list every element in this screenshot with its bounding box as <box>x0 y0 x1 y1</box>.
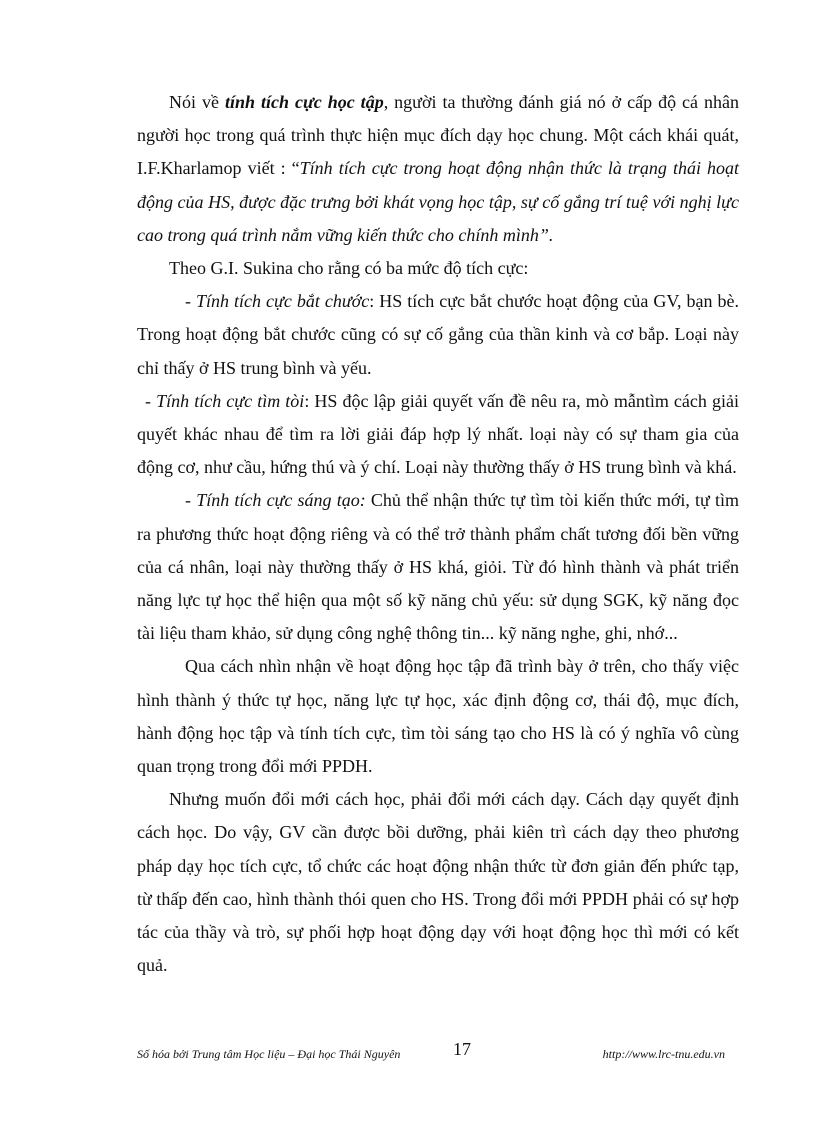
paragraph-4 <box>137 385 739 485</box>
text-run: - <box>185 291 197 312</box>
page-number: 17 <box>453 1039 471 1059</box>
bold-italic-term: tính tích cực học tập <box>224 92 384 112</box>
paragraph-7: Nhưng muốn đổi mới cách học, phải đổi mới cách dạy. Cách dạy quyết định cách học. Do vậy, GV cần được bồi dưỡng, phải kiên trì cách dạy theo phương pháp dạy học tích cực, tổ chức các hoạt động nhận thức từ đơn giản đến phức tạp, từ thấp đến cao, hình thành thói quen cho HS. Trong đổi mới PPDH phải có sự hợp tác của thầy và trò, sự phối hợp hoạt động dạy với hoạt động học thì mới có kết quả. <box>137 789 739 976</box>
italic-quote: Tính tích cực trong hoạt động nhận thức là trạng thái hoạt động của HS, được đặc trưng bởi khát vọng học tập, sự cố gắng trí tuệ với nghị lực cao trong quá trình nắm vững kiến thức cho chính mình”. <box>137 158 739 245</box>
text-run: - <box>185 490 197 511</box>
paragraph-5 <box>137 484 739 650</box>
paragraph-3 <box>137 285 739 385</box>
italic-term: Tính tích cực tìm tòi <box>156 390 305 411</box>
text-run: , người ta thường đánh giá nó ở cấp độ cá nhân người học trong quá trình thực hiện mục đích dạy học chung. Một cách khái quát, I.F.Kharlamop viết : “ <box>137 92 739 179</box>
page-body <box>137 86 739 982</box>
text-run: : HS tích cực bắt chước hoạt động của GV, bạn bè. Trong hoạt động bắt chước cũng có sự cố gắng của thần kinh và cơ bắp. Loại này chỉ thấy ở HS trung bình và yếu. <box>137 291 739 378</box>
paragraph-2: Theo G.I. Sukina cho rằng có ba mức độ tích cực: <box>169 258 529 279</box>
footer-source: Số hóa bởi Trung tâm Học liệu – Đại học Thái Nguyên <box>137 1047 401 1061</box>
italic-term: Tính tích cực sáng tạo: <box>196 490 366 511</box>
text-run: Nói về <box>169 92 225 112</box>
paragraph-1 <box>137 86 739 252</box>
text-run: Chủ thể nhận thức tự tìm tòi kiến thức mới, tự tìm ra phương thức hoạt động riêng và có thể trở thành phẩm chất tương đối bền vững của cá nhân, loại này thường thấy ở HS khá, giỏi. Từ đó hình thành và phát triển năng lực tự học thể hiện qua một số kỹ năng chủ yếu: sử dụng SGK, kỹ năng đọc tài liệu tham khảo, sử dụng công nghệ thông tin... kỹ năng nghe, ghi, nhớ... <box>137 490 739 644</box>
paragraph-6: Qua cách nhìn nhận về hoạt động học tập đã trình bày ở trên, cho thấy việc hình thành ý thức tự học, năng lực tự học, xác định động cơ, thái độ, mục đích, hành động học tập và tính tích cực, tìm tòi sáng tạo cho HS là có ý nghĩa vô cùng quan trọng trong đổi mới PPDH. <box>137 656 739 777</box>
text-run: : HS độc lập giải quyết vấn đề nêu ra, mò mẫntìm cách giải quyết khác nhau để tìm ra lời giải đáp hợp lý nhất. loại này có sự tham gia của động cơ, như cầu, hứng thú và ý chí. Loại này thường thấy ở HS trung bình và khá. <box>137 390 739 478</box>
italic-term: Tính tích cực bắt chước <box>196 291 370 312</box>
text-run: - <box>145 390 157 411</box>
page-footer <box>137 1039 739 1069</box>
footer-url: http://www.lrc-tnu.edu.vn <box>602 1047 725 1061</box>
